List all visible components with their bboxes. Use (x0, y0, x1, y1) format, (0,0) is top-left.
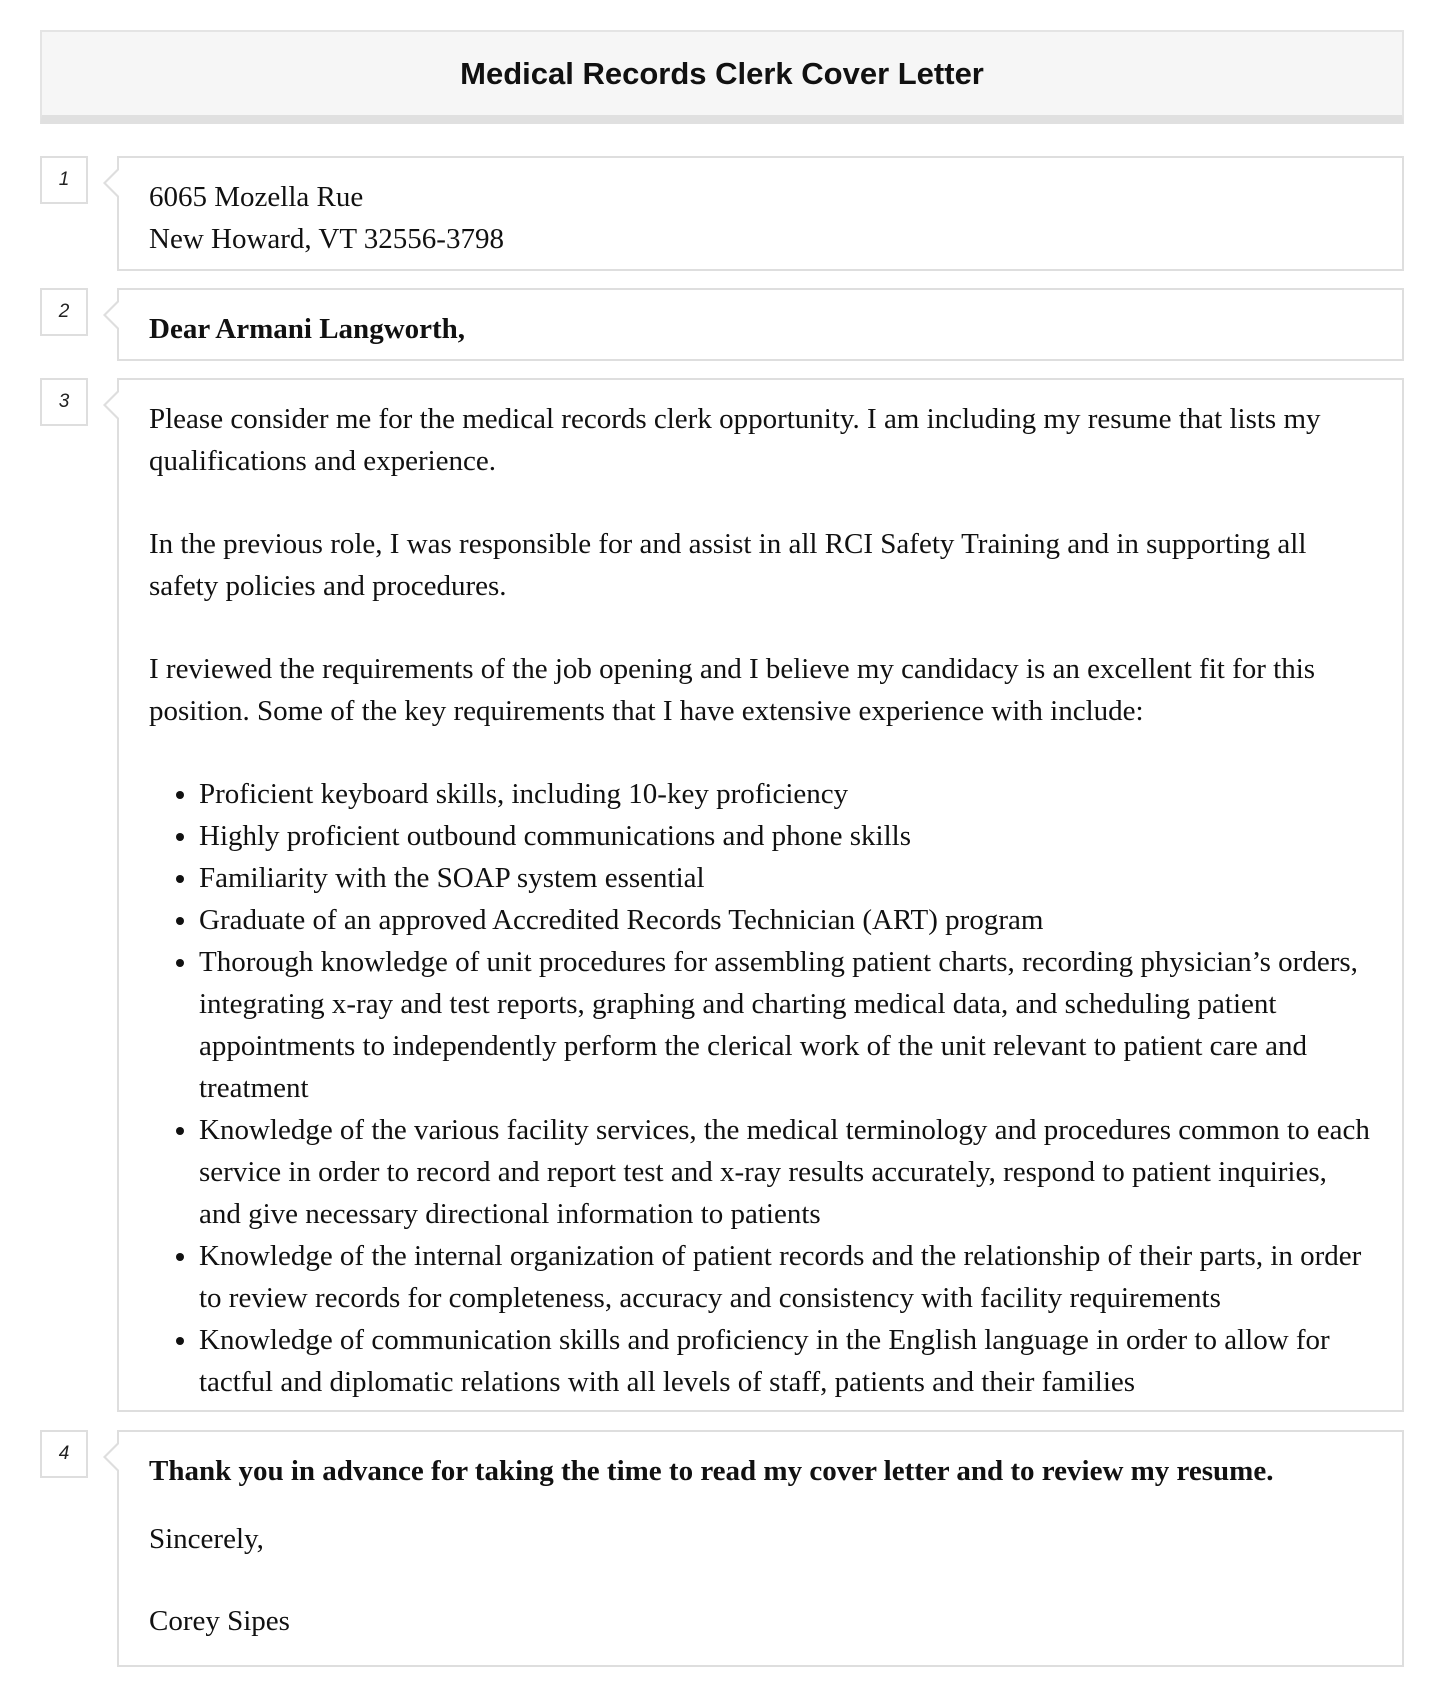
list-item: • Graduate of an approved Accredited Records Technician (ART) program (199, 899, 1372, 941)
section-body (40, 378, 1404, 1412)
body-paragraph: I reviewed the requirements of the job opening and I believe my candidacy is an excellent fit for this position. Some of the key requirements that I have extensive experience with include: (149, 653, 1316, 727)
section-number: 3 (40, 378, 88, 426)
section-number: 4 (40, 1430, 88, 1478)
section-content (117, 288, 1404, 361)
list-item: • Thorough knowledge of unit procedures for assembling patient charts, recording physician’s orders, integrating x-ray and test reports, graphing and charting medical data, and scheduling patient appointments to independently perform the clerical work of the unit relevant to patient care and treatment (199, 941, 1372, 1109)
requirements-list (149, 773, 1372, 1403)
body-paragraph: In the previous role, I was responsible for and assist in all RCI Safety Training and in supporting all safety policies and procedures. (149, 528, 1307, 602)
list-item: • Knowledge of the internal organization of patient records and the relationship of their parts, in order to review records for completeness, accuracy and consistency with facility requirements (199, 1235, 1372, 1319)
section-number: 1 (40, 156, 88, 204)
signoff: Sincerely, (149, 1523, 264, 1555)
closing-statement: Thank you in advance for taking the time to read my cover letter and to review my resume. (149, 1455, 1274, 1487)
section-number: 2 (40, 288, 88, 336)
list-item: • Familiarity with the SOAP system essential (199, 857, 1372, 899)
title-bar (40, 30, 1404, 124)
address-line-2: New Howard, VT 32556-3798 (149, 223, 504, 255)
greeting: Dear Armani Langworth, (149, 313, 466, 345)
list-item: • Knowledge of the various facility services, the medical terminology and procedures common to each service in order to record and report test and x-ray results accurately, respond to patient inquiries, and give necessary directional information to patients (199, 1109, 1372, 1235)
list-item: • Knowledge of communication skills and proficiency in the English language in order to allow for tactful and diplomatic relations with all levels of staff, patients and their families (199, 1319, 1372, 1403)
section-greeting (40, 288, 1404, 361)
list-item: • Proficient keyboard skills, including 10-key proficiency (199, 773, 1372, 815)
section-content (117, 156, 1404, 271)
list-item: • Highly proficient outbound communications and phone skills (199, 815, 1372, 857)
address-line-1: 6065 Mozella Rue (149, 181, 364, 213)
body-paragraph: Please consider me for the medical records clerk opportunity. I am including my resume that lists my qualifications and experience. (149, 403, 1321, 477)
page-title: Medical Records Clerk Cover Letter (460, 55, 984, 91)
section-address (40, 156, 1404, 271)
section-closing (40, 1430, 1404, 1667)
section-content (117, 378, 1404, 1412)
section-content (117, 1430, 1404, 1667)
signature: Corey Sipes (149, 1605, 290, 1637)
